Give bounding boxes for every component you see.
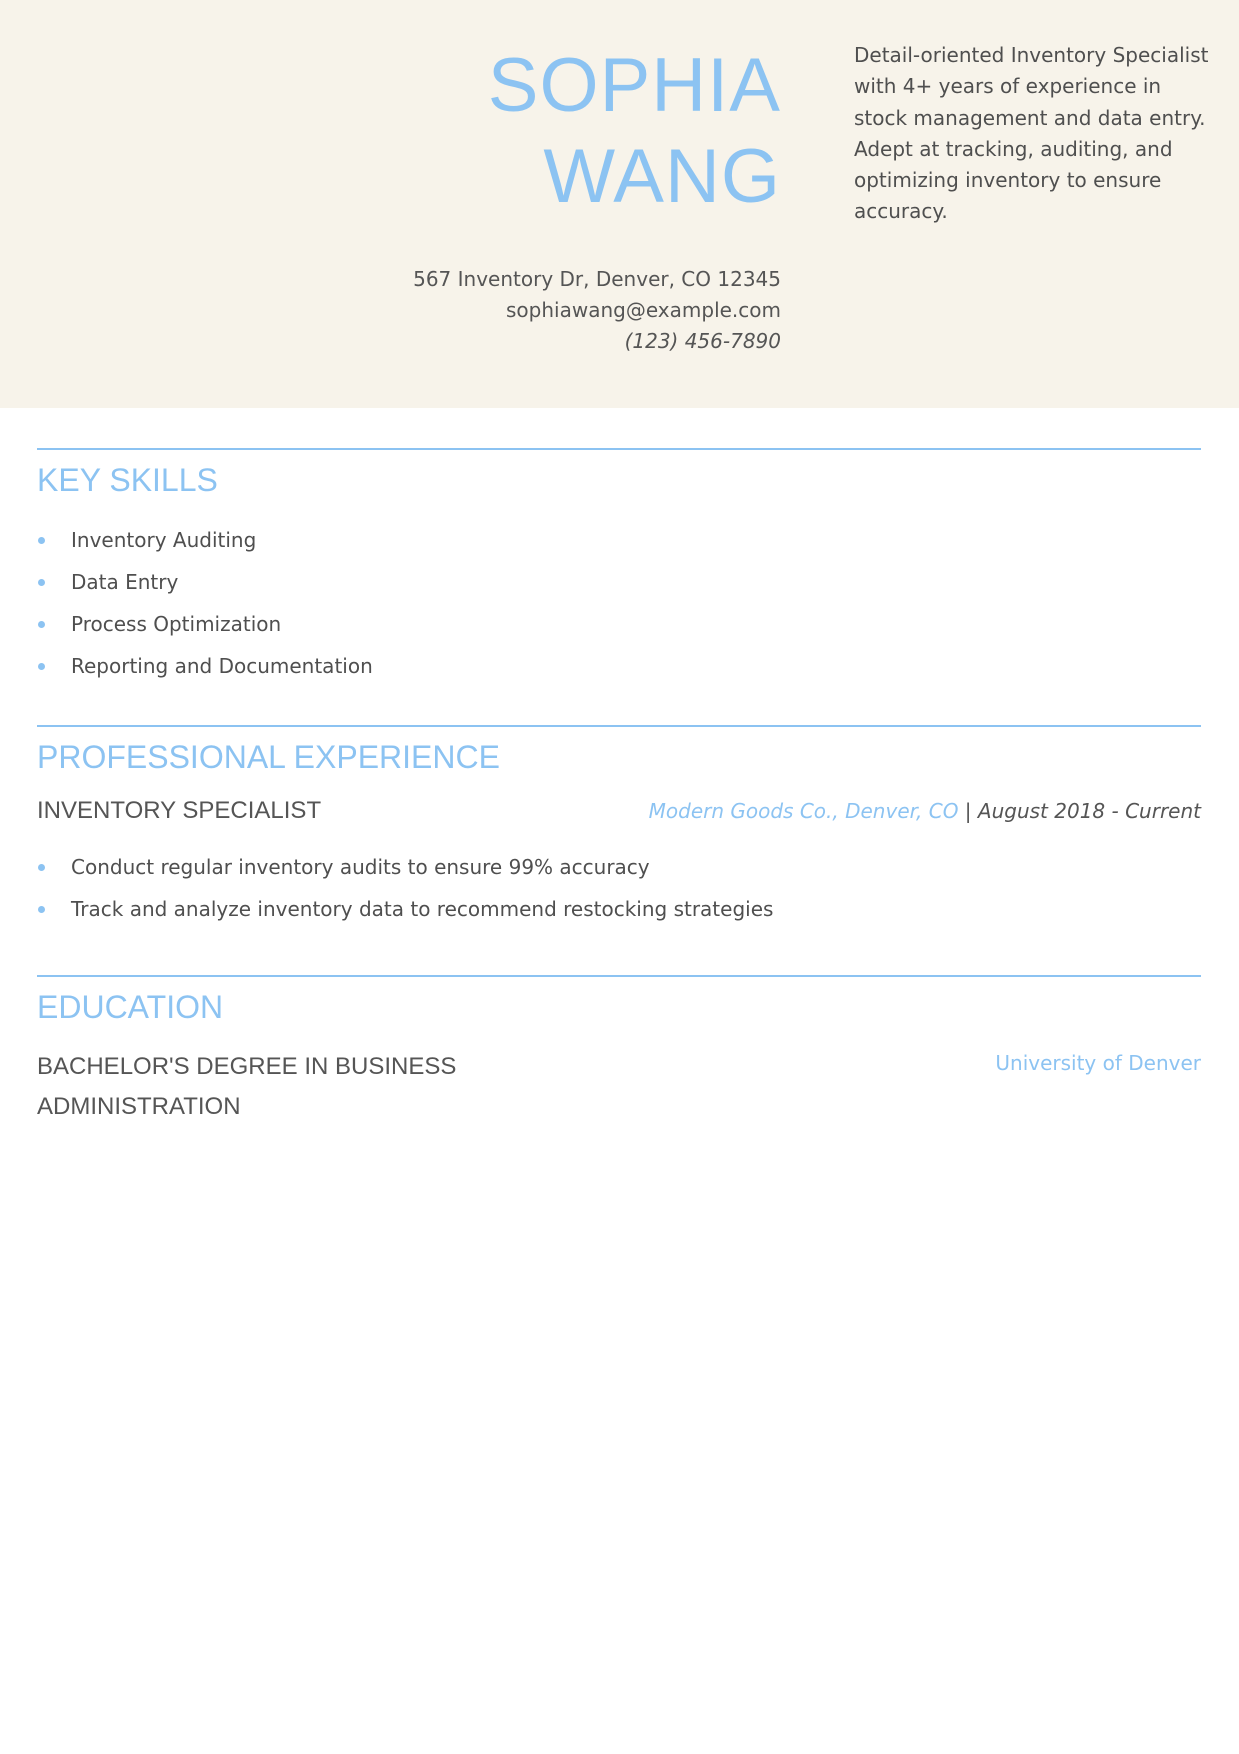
- list-item: Process Optimization: [37, 605, 1201, 647]
- bullet-icon: [38, 579, 45, 586]
- list-item: Data Entry: [37, 563, 1201, 605]
- section-divider: [37, 725, 1201, 727]
- candidate-name: [488, 40, 781, 222]
- section-divider: [37, 975, 1201, 977]
- job-dates: August 2018 - Current: [977, 799, 1201, 823]
- last-name: WANG: [543, 134, 781, 219]
- job-meta: [649, 799, 1201, 823]
- experience-section: [37, 725, 1201, 932]
- list-item: Reporting and Documentation: [37, 647, 1201, 689]
- job-title: INVENTORY SPECIALIST: [37, 797, 322, 824]
- bullet-icon: [38, 906, 45, 913]
- professional-summary: Detail-oriented Inventory Specialist with 4+ years of experience in stock management and data entry. Adept at tracking, auditing, and optimizing inventory to ensure accuracy.: [854, 43, 1209, 224]
- email[interactable]: sophiawang@example.com: [506, 298, 781, 322]
- skills-section: [37, 448, 1201, 689]
- job-bullets: [37, 848, 1201, 932]
- skills-list: [37, 521, 1201, 689]
- school: University of Denver: [995, 1051, 1201, 1075]
- section-title: EDUCATION: [37, 989, 224, 1025]
- bullet-icon: [38, 663, 45, 670]
- list-item: Inventory Auditing: [37, 521, 1201, 563]
- section-divider: [37, 448, 1201, 450]
- contact-info: [413, 264, 781, 357]
- section-title: KEY SKILLS: [37, 462, 218, 498]
- separator: |: [964, 799, 972, 823]
- bullet-icon: [38, 864, 45, 871]
- section-title: PROFESSIONAL EXPERIENCE: [37, 739, 500, 775]
- list-item: Track and analyze inventory data to recommend restocking strategies: [37, 890, 1201, 932]
- education-section: [37, 975, 1201, 1135]
- job-header: [37, 797, 1201, 833]
- first-name: SOPHIA: [487, 43, 781, 128]
- resume-header: [0, 0, 1239, 408]
- degree: BACHELOR'S DEGREE IN BUSINESS ADMINISTRATION: [37, 1053, 457, 1120]
- phone[interactable]: (123) 456-7890: [624, 329, 781, 353]
- bullet-icon: [38, 537, 45, 544]
- bullet-icon: [38, 621, 45, 628]
- list-item: Conduct regular inventory audits to ensure 99% accuracy: [37, 848, 1201, 890]
- address: 567 Inventory Dr, Denver, CO 12345: [413, 267, 781, 291]
- company: Modern Goods Co., Denver, CO: [648, 799, 959, 823]
